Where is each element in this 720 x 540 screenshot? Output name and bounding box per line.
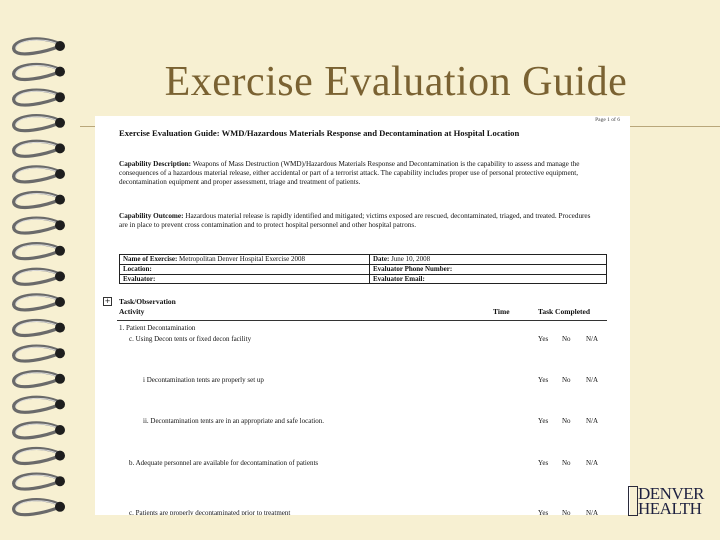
binding-hole bbox=[55, 271, 65, 281]
binding-ring bbox=[14, 295, 60, 310]
no-option[interactable]: No bbox=[562, 417, 571, 425]
task-row: ii. Decontamination tents are in an appropriate and safe location. bbox=[143, 417, 324, 425]
binding-hole bbox=[55, 425, 65, 435]
binding-ring bbox=[14, 244, 60, 259]
binding-ring bbox=[14, 192, 60, 207]
binding-hole bbox=[55, 399, 65, 409]
binding-hole bbox=[55, 502, 65, 512]
na-option[interactable]: N/A bbox=[586, 459, 599, 467]
binding-ring bbox=[14, 64, 60, 79]
binding-hole bbox=[55, 476, 65, 486]
slide-title: Exercise Evaluation Guide bbox=[164, 59, 628, 105]
binding-ring bbox=[14, 372, 60, 387]
na-option[interactable]: N/A bbox=[586, 417, 599, 425]
binding-hole bbox=[55, 348, 65, 358]
time-column-header: Time bbox=[493, 307, 510, 316]
binding-hole bbox=[55, 118, 65, 128]
no-option[interactable]: No bbox=[562, 335, 571, 343]
yes-option[interactable]: Yes bbox=[538, 417, 549, 425]
page-number: Page 1 of 6 bbox=[595, 117, 620, 123]
task-column-header: Task/Observation bbox=[119, 297, 176, 306]
spiral-binding bbox=[0, 0, 80, 540]
binding-ring bbox=[14, 423, 60, 438]
binding-ring bbox=[14, 116, 60, 131]
binding-hole bbox=[55, 143, 65, 153]
binding-hole bbox=[55, 297, 65, 307]
activity-column-header: Activity bbox=[119, 307, 145, 316]
binding-hole bbox=[55, 169, 65, 179]
logo-line-1: DENVER bbox=[638, 484, 704, 503]
binding-ring bbox=[14, 90, 60, 105]
binding-hole bbox=[55, 41, 65, 51]
yes-option[interactable]: Yes bbox=[538, 376, 549, 384]
capability-description-label: Capability Description: bbox=[119, 160, 192, 168]
yes-option[interactable]: Yes bbox=[538, 459, 549, 467]
yes-option[interactable]: Yes bbox=[538, 509, 549, 515]
answer-options bbox=[538, 376, 598, 385]
binding-ring bbox=[14, 269, 60, 284]
no-option[interactable]: No bbox=[562, 459, 571, 467]
capability-outcome-label: Capability Outcome: bbox=[119, 212, 184, 220]
evaluator-cell: Evaluator: bbox=[120, 274, 370, 284]
task-row: c. Using Decon tents or fixed decon facility bbox=[129, 335, 252, 343]
location-cell: Location: bbox=[120, 264, 370, 274]
exercise-date-cell: Date: June 10, 2008 bbox=[370, 255, 607, 265]
answer-options bbox=[538, 459, 598, 468]
task-row: 1. Patient Decontamination bbox=[119, 324, 196, 332]
na-option[interactable]: N/A bbox=[586, 335, 599, 343]
evaluator-email-cell: Evaluator Email: bbox=[370, 274, 607, 284]
binding-ring bbox=[14, 474, 60, 489]
evaluator-phone-cell: Evaluator Phone Number: bbox=[370, 264, 607, 274]
task-row: b. Adequate personnel are available for decontamination of patients bbox=[129, 459, 319, 467]
binding-hole bbox=[55, 323, 65, 333]
logo-line-2: HEALTH bbox=[638, 499, 702, 518]
binding-hole bbox=[55, 67, 65, 77]
task-row: i Decontamination tents are properly set up bbox=[143, 376, 264, 384]
binding-hole bbox=[55, 220, 65, 230]
exercise-name-cell: Name of Exercise: Metropolitan Denver Hospital Exercise 2008 bbox=[120, 255, 370, 265]
answer-options bbox=[538, 335, 598, 344]
answer-options bbox=[538, 509, 598, 515]
binding-ring bbox=[14, 218, 60, 233]
binding-ring bbox=[14, 141, 60, 156]
document-title: Exercise Evaluation Guide: WMD/Hazardous Materials Response and Decontamination at Hospital Location bbox=[119, 128, 520, 138]
capability-outcome-text: Hazardous material release is rapidly identified and mitigated; victims exposed are rescued, decontaminated, triaged, and treated. Procedures are in place to prevent cross contamination and to protect hospital personnel and other hospital patrons. bbox=[119, 212, 591, 229]
binding-ring bbox=[14, 39, 60, 54]
yes-option[interactable]: Yes bbox=[538, 335, 549, 343]
binding-ring bbox=[14, 320, 60, 335]
binding-ring bbox=[14, 448, 60, 463]
na-option[interactable]: N/A bbox=[586, 376, 599, 384]
binding-hole bbox=[55, 246, 65, 256]
denver-health-logo bbox=[628, 484, 720, 518]
capability-description bbox=[119, 160, 599, 187]
logo-mark-icon bbox=[628, 486, 638, 516]
answer-options bbox=[538, 417, 598, 426]
binding-ring bbox=[14, 500, 60, 515]
binding-ring bbox=[14, 167, 60, 182]
document-page-image bbox=[95, 116, 630, 515]
capability-description-text: Weapons of Mass Destruction (WMD)/Hazardous Materials Response and Decontamination is the capability to assess and manage the consequences of a hazardous material release, either accidental or part of a terrorist attack. The capability includes proper use of personal protective equipment, decontamination equipment and proper assessment, triage and treatment of patients. bbox=[119, 160, 580, 186]
binding-ring bbox=[14, 397, 60, 412]
binding-hole bbox=[55, 451, 65, 461]
task-row: c. Patients are properly decontaminated prior to treatment bbox=[129, 509, 291, 515]
exercise-info-table bbox=[119, 254, 607, 284]
no-option[interactable]: No bbox=[562, 376, 571, 384]
binding-ring bbox=[14, 346, 60, 361]
task-completed-column-header: Task Completed bbox=[538, 307, 591, 316]
no-option[interactable]: No bbox=[562, 509, 571, 515]
capability-outcome bbox=[119, 212, 599, 230]
table-move-handle-icon[interactable]: + bbox=[104, 297, 111, 305]
na-option[interactable]: N/A bbox=[586, 509, 599, 515]
binding-hole bbox=[55, 374, 65, 384]
binding-hole bbox=[55, 92, 65, 102]
header-divider bbox=[117, 320, 607, 321]
binding-hole bbox=[55, 195, 65, 205]
